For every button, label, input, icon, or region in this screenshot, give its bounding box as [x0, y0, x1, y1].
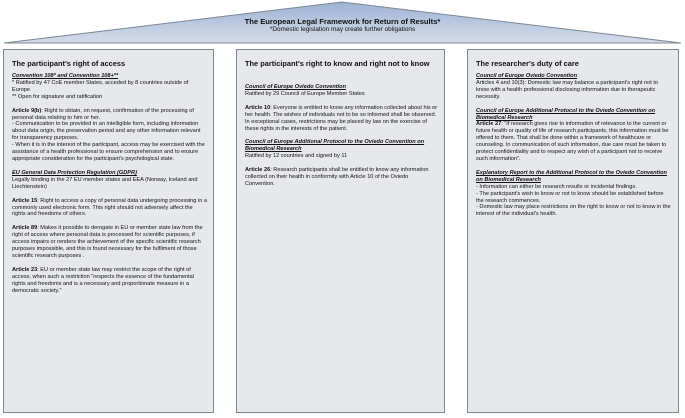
section-text-run: Articles 4 and 10(3): Domestic law may balance a participant's right not to know with a health professional disclosing information due to therapeutic necessity. — [476, 79, 659, 100]
section-text — [245, 167, 438, 188]
legal-section — [12, 170, 207, 191]
article-label: Article 26 — [245, 167, 271, 174]
section-text — [245, 91, 438, 98]
section-text — [12, 198, 207, 219]
section-text-run: Legally binding in the 27 EU member states and EEA (Norway, Iceland and Liechtenstein) — [12, 176, 198, 190]
instrument-heading: Explanatory Report to the Additional Protocol to the Oviedo Convention on Biomedical Research — [476, 169, 667, 183]
section-text-run: Ratified by 12 countries and signed by 11 — [245, 153, 348, 160]
instrument-heading: EU General Data Protection Regulation (GDPR) — [12, 169, 137, 176]
section-text — [12, 142, 207, 163]
instrument-heading: Council of Europe Additional Protocol to the Oviedo Convention on Biomedical Research — [245, 139, 425, 153]
column-title: The participant's right to know and right not to know — [245, 59, 430, 68]
instrument-heading: Council of Europe Oviedo Convention — [245, 84, 346, 90]
legal-section — [245, 167, 438, 188]
section-text-run: - Communication to be provided in an intelligible form, including information about data origin, the preservation period and any other information relevant for transparency purposes. — [12, 121, 201, 142]
framework-title: The European Legal Framework for Return of Results* — [244, 17, 441, 26]
framework-subtitle: *Domestic legislation may create further obligations — [269, 26, 416, 33]
section-text-run: - When it is in the interest of the participant, access may be exercised with the assistance of a health professional to ensure comprehension and to ensure appropriate consideration for the participant's psychological state. — [12, 142, 205, 162]
section-text — [476, 121, 672, 162]
section-text-run: : EU or member state law may restrict the scope of the right of access, when such a restriction "respects the essence of the fundamental rights and freedoms and is a necessary and proportionate measure in a democratic society." — [12, 266, 195, 294]
section-text — [12, 94, 207, 101]
column-right-of-access — [3, 49, 214, 413]
article-label: Article 9(b) — [12, 107, 42, 114]
section-text — [12, 80, 207, 94]
section-text — [476, 184, 672, 191]
legal-section — [12, 225, 207, 260]
section-text-run: : Right to obtain, on request, confirmation of the processing of personal data relating to him or her. — [12, 107, 194, 121]
section-text — [245, 153, 438, 160]
legal-section — [12, 73, 207, 101]
article-label: Article 23 — [12, 266, 38, 273]
section-text — [245, 105, 438, 133]
article-label: Article 15 — [12, 197, 38, 204]
legal-section — [12, 198, 207, 219]
instrument-heading: Convention 108* and Convention 108+** — [12, 73, 119, 79]
section-text-run: : Everyone is entitled to know any information collected about his or her health. The wishes of individuals not to be so informed shall be observed. In exceptional cases, restrictions may be placed by law on the exercise of these rights in the interests of the patient. — [245, 104, 438, 132]
section-text-run: : Research participants shall be entitled to know any information collected on their health in conformity with Article 10 of the Oviedo Convention. — [245, 167, 429, 187]
instrument-heading: Council of Europe Additional Protocol to the Oviedo Convention on Biomedical Research — [476, 107, 656, 121]
legal-section — [245, 105, 438, 133]
legal-section — [476, 170, 672, 218]
column-duty-of-care — [467, 49, 679, 413]
section-text-run: * Ratified by 47 CoE member States, acceded by 8 countries outside of Europe — [12, 79, 189, 93]
column-title: The researcher's duty of care — [476, 59, 579, 68]
section-text — [476, 191, 672, 205]
legal-section — [476, 73, 672, 101]
article-label: Article 89 — [12, 225, 38, 232]
instrument-heading: Council of Europe Oviedo Convention — [476, 73, 577, 79]
section-text-run: : Right to access a copy of personal data undergoing processing in a commonly used electronic form. This right should not adversely affect the rights and freedoms of others. — [12, 197, 207, 218]
section-text-run: : Makes it possible to derogate in EU or member state law from the right of access where personal data is processed for scientific purposes, if access impairs or renders the achievement of the specific scientific research purposes impossible, and this is found necessary for the fulfilment of those scientific research purposes . — [12, 225, 203, 259]
section-text — [12, 108, 207, 122]
roof-text — [0, 17, 685, 34]
section-text-run: : "If research gives rise to information of relevance to the current or future health or quality of life of research participants, this information must be offered to them. That shall be done within a framework of healthcare or counseling. In communication of such information, due care must be taken to protect confidentiality and to respect any wish of a participant not to receive such information". — [476, 121, 669, 162]
section-text — [12, 177, 207, 191]
section-text — [12, 267, 207, 295]
article-label: Article 27 — [476, 121, 502, 128]
section-text-run: - Domestic law may place restrictions on the right to know or not to know in the interest of the individual's health. — [476, 204, 671, 218]
section-text — [476, 204, 672, 218]
article-label: Article 10 — [245, 104, 271, 111]
section-text — [12, 121, 207, 142]
column-right-to-know — [236, 49, 445, 413]
legal-section — [245, 139, 438, 160]
legal-section — [245, 84, 438, 98]
legal-section — [12, 108, 207, 163]
column-title: The participant's right of access — [12, 59, 126, 68]
section-text-run: - Information can either be research results or incidental findings. — [476, 183, 637, 190]
section-text-run: - The participant's wish to know or not to know should be established before the research commences. — [476, 190, 664, 204]
section-text — [476, 80, 672, 101]
legal-section — [12, 267, 207, 295]
section-text — [12, 225, 207, 260]
section-text-run: ** Open for signature and ratification — [12, 93, 103, 100]
legal-section — [476, 108, 672, 163]
section-text-run: Ratified by 29 Council of Europe Member States — [245, 90, 365, 97]
